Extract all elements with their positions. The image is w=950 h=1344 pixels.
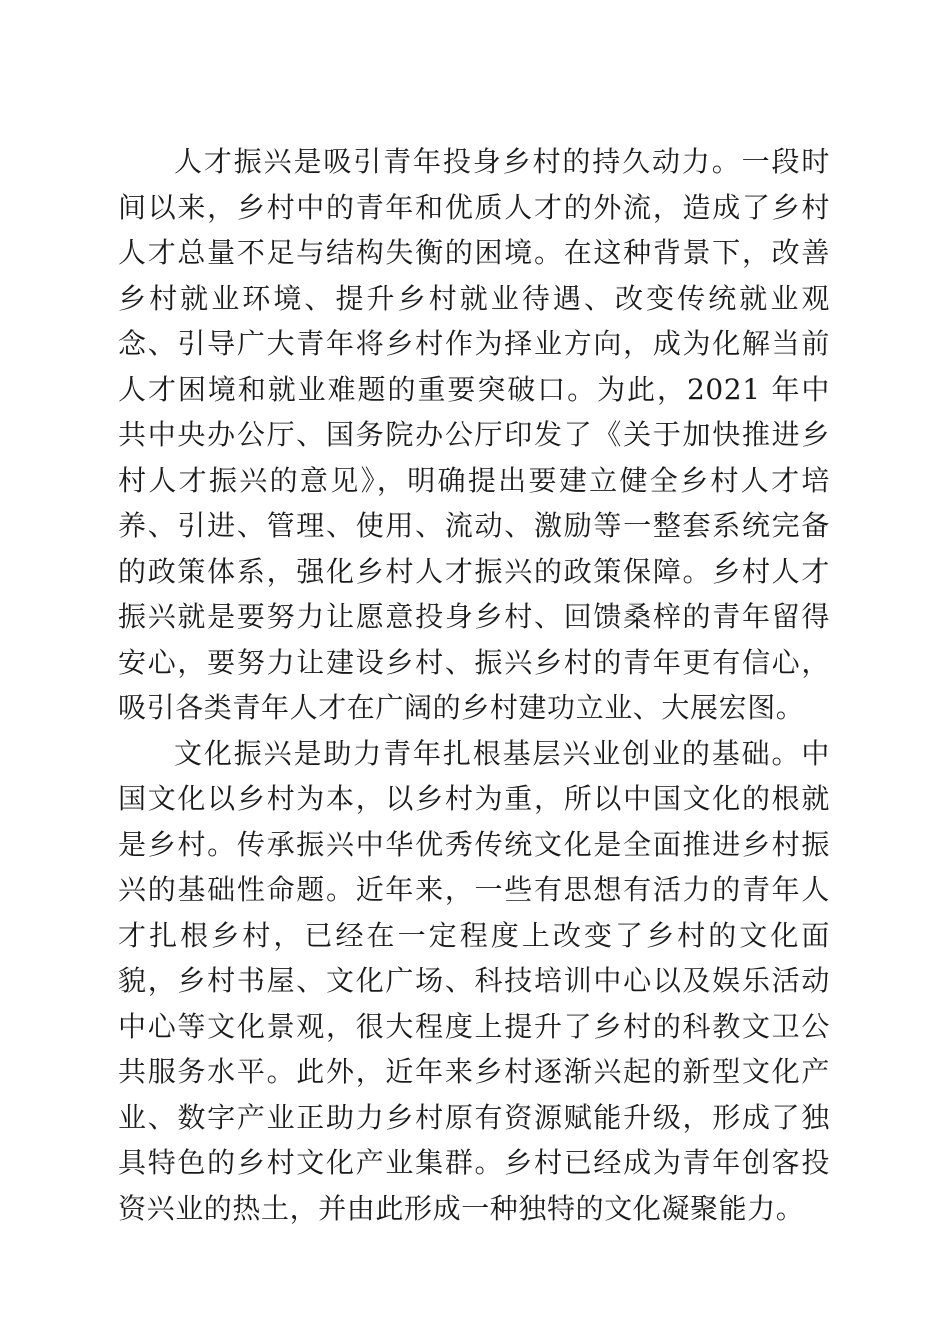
paragraph-talent-revitalization: 人才振兴是吸引青年投身乡村的持久动力。一段时间以来，乡村中的青年和优质人才的外流，造成了乡村人才总量不足与结构失衡的困境。在这种背景下，改善乡村就业环境、提升乡村就业待遇、改变传统就业观念、引导广大青年将乡村作为择业方向，成为化解当前人才困境和就业难题的重要突破口。为此，2021 年中共中央办公厅、国务院办公厅印发了《关于加快推进乡村人才振兴的意见》，明确提出要建立健全乡村人才培养、引进、管理、使用、流动、激励等一整套系统完备的政策体系，强化乡村人才振兴的政策保障。乡村人才振兴就是要努力让愿意投身乡村、回馈桑梓的青年留得安心，要努力让建设乡村、振兴乡村的青年更有信心，吸引各类青年人才在广阔的乡村建功立业、大展宏图。 bbox=[118, 145, 830, 724]
document-body bbox=[118, 139, 830, 1231]
paragraph-culture-revitalization: 文化振兴是助力青年扎根基层兴业创业的基础。中国文化以乡村为本，以乡村为重，所以中国文化的根就是乡村。传承振兴中华优秀传统文化是全面推进乡村振兴的基础性命题。近年来，一些有思想有活力的青年人才扎根乡村，已经在一定程度上改变了乡村的文化面貌，乡村书屋、文化广场、科技培训中心以及娱乐活动中心等文化景观，很大程度上提升了乡村的科教文卫公共服务水平。此外，近年来乡村逐渐兴起的新型文化产业、数字产业正助力乡村原有资源赋能升级，形成了独具特色的乡村文化产业集群。乡村已经成为青年创客投资兴业的热土，并由此形成一种独特的文化凝聚能力。 bbox=[118, 736, 830, 1225]
